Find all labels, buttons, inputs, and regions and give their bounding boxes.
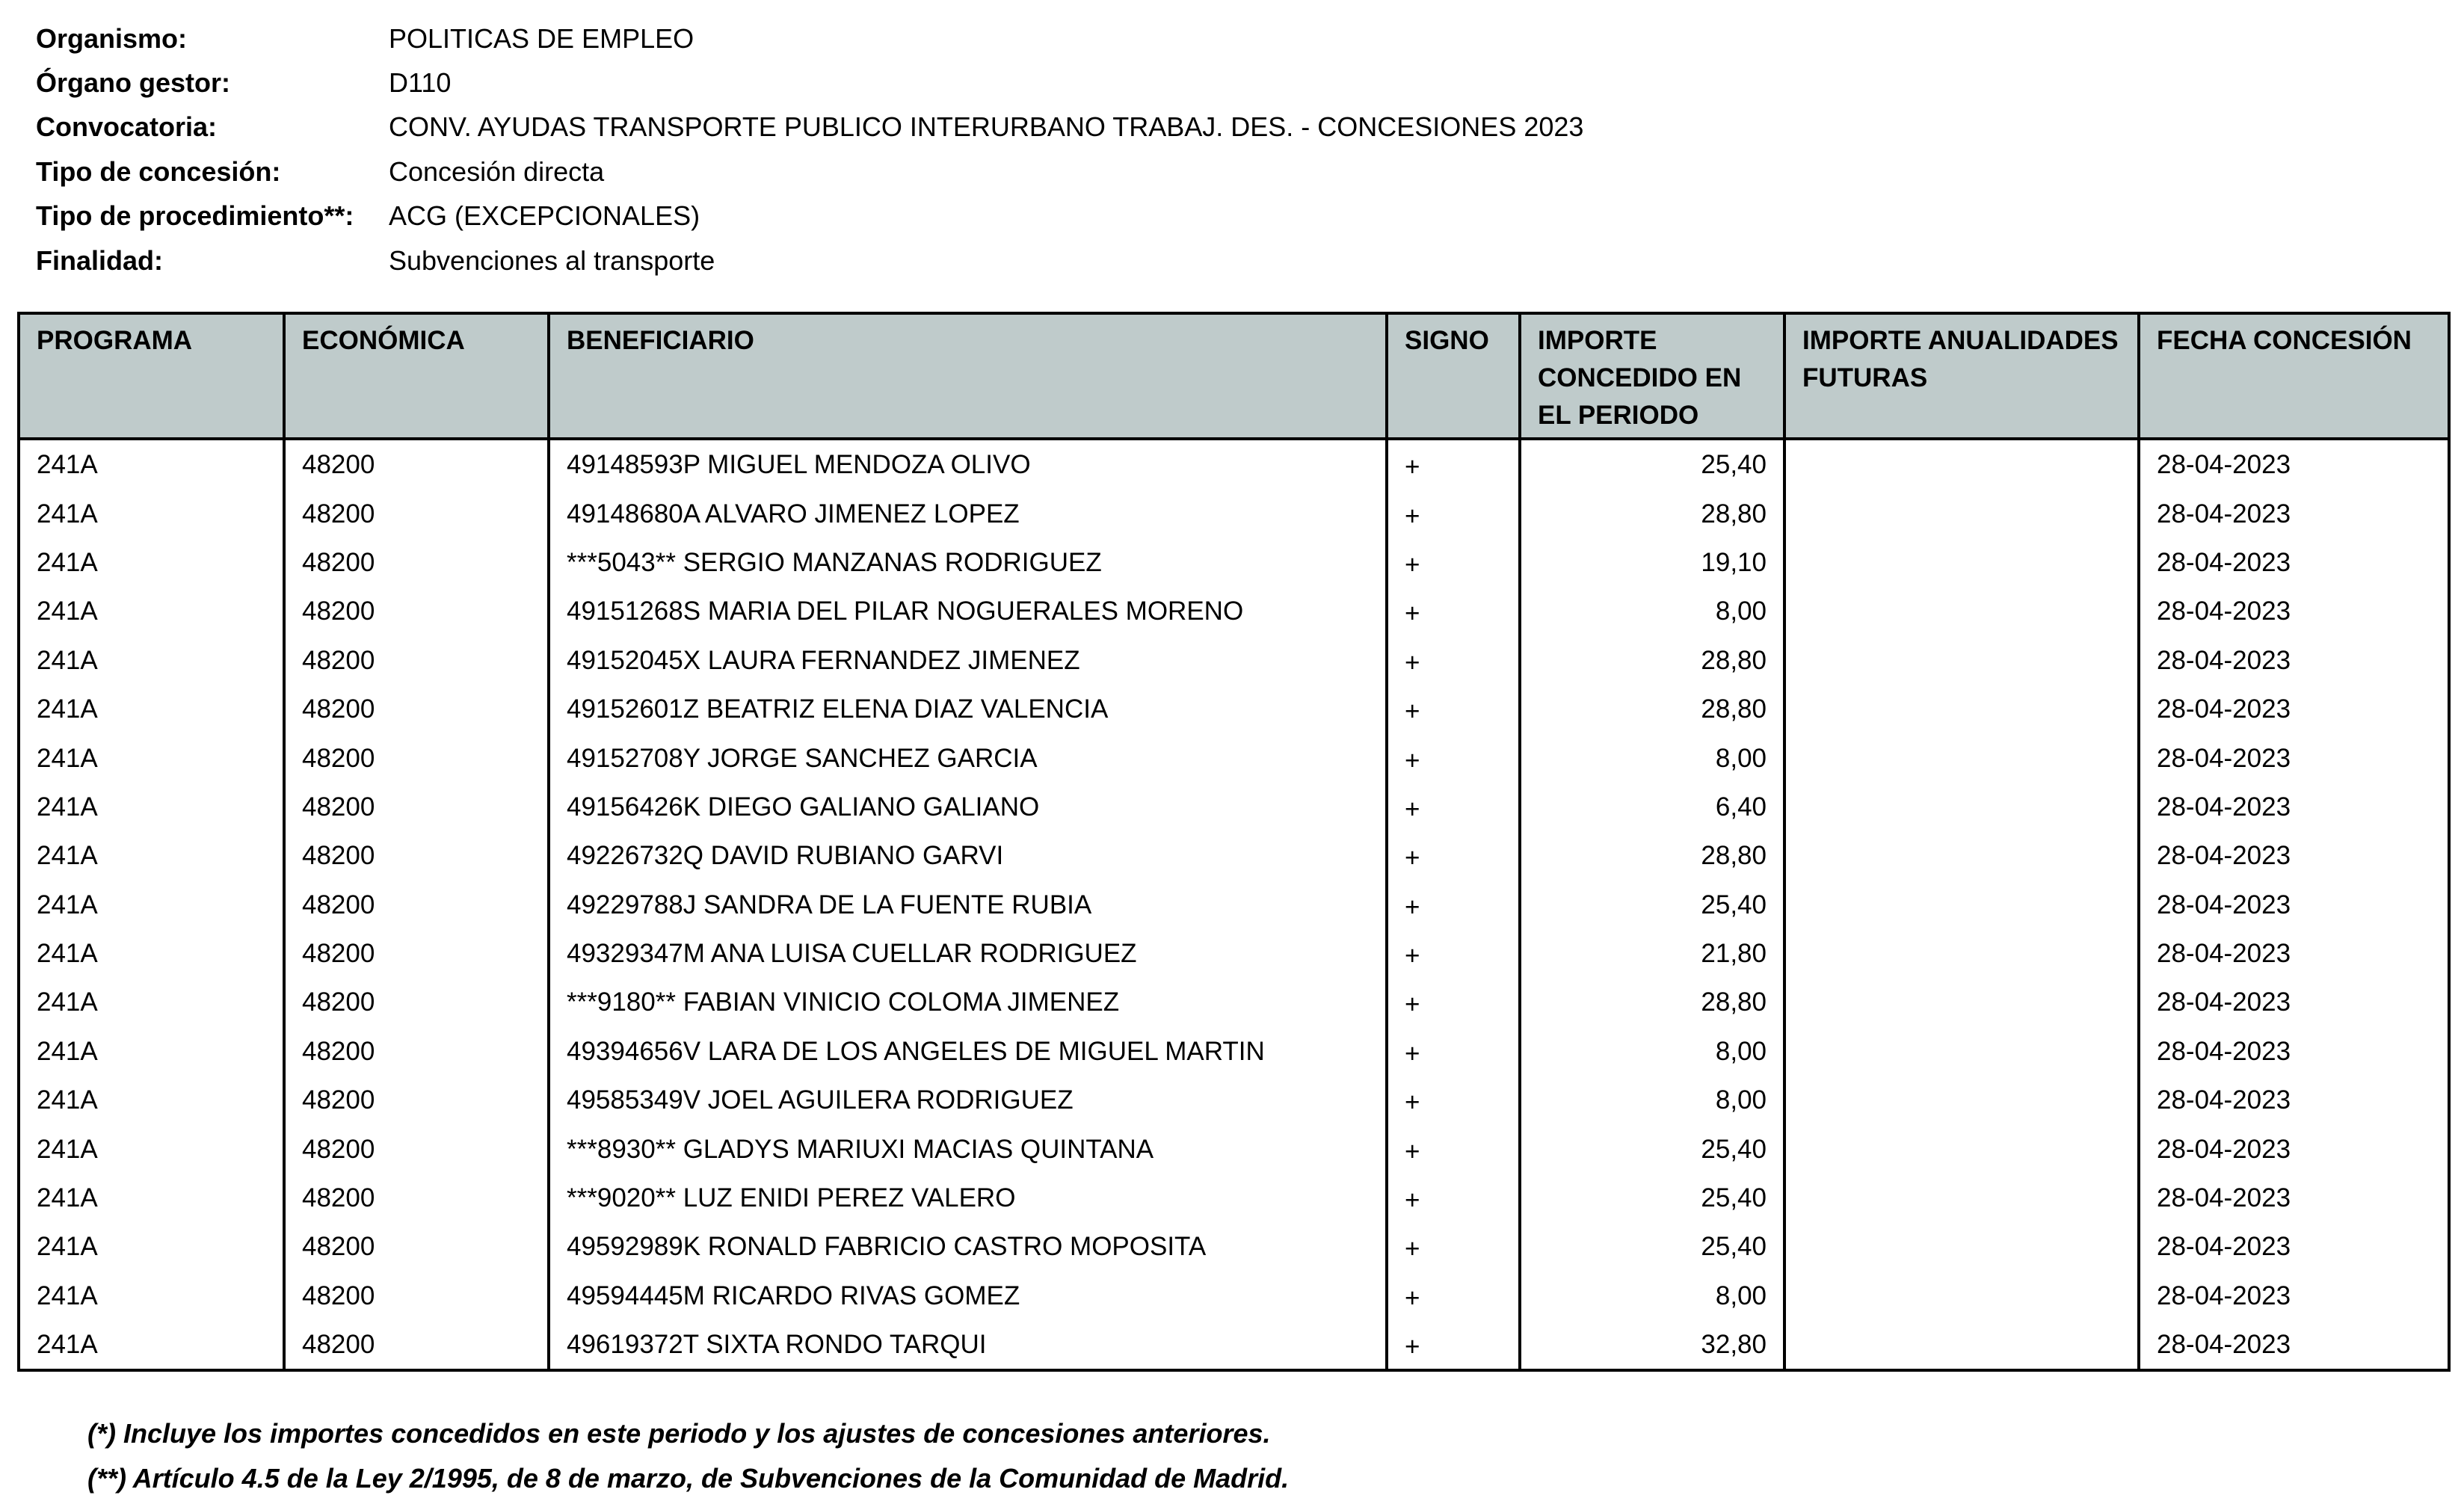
cell-signo: + bbox=[1387, 1124, 1520, 1173]
cell-fecha: 28-04-2023 bbox=[2139, 978, 2449, 1026]
cell-anualidades-futuras bbox=[1784, 929, 2139, 978]
cell-beneficiario: 49151268S MARIA DEL PILAR NOGUERALES MORENO bbox=[549, 587, 1387, 635]
cell-anualidades-futuras bbox=[1784, 1027, 2139, 1076]
table-row bbox=[19, 489, 2449, 537]
cell-programa: 241A bbox=[19, 733, 284, 782]
cell-beneficiario: 49394656V LARA DE LOS ANGELES DE MIGUEL MARTIN bbox=[549, 1027, 1387, 1076]
cell-signo: + bbox=[1387, 881, 1520, 929]
cell-signo: + bbox=[1387, 1272, 1520, 1320]
empty-cell bbox=[19, 1369, 284, 1370]
table-row bbox=[19, 881, 2449, 929]
cell-programa: 241A bbox=[19, 783, 284, 831]
cell-anualidades-futuras bbox=[1784, 538, 2139, 587]
cell-anualidades-futuras bbox=[1784, 831, 2139, 880]
cell-beneficiario: 49585349V JOEL AGUILERA RODRIGUEZ bbox=[549, 1076, 1387, 1124]
cell-beneficiario: 49592989K RONALD FABRICIO CASTRO MOPOSITA bbox=[549, 1222, 1387, 1271]
cell-beneficiario: ***9180** FABIAN VINICIO COLOMA JIMENEZ bbox=[549, 978, 1387, 1026]
header-label: Órgano gestor: bbox=[36, 67, 231, 99]
cell-importe: 32,80 bbox=[1520, 1320, 1784, 1369]
cell-fecha: 28-04-2023 bbox=[2139, 587, 2449, 635]
table-row bbox=[19, 929, 2449, 978]
table-row bbox=[19, 1027, 2449, 1076]
header-row-tipo-concesion bbox=[36, 150, 2279, 194]
cell-economica: 48200 bbox=[284, 1320, 549, 1369]
cell-signo: + bbox=[1387, 636, 1520, 685]
cell-economica: 48200 bbox=[284, 1174, 549, 1222]
table-row bbox=[19, 1076, 2449, 1124]
cell-signo: + bbox=[1387, 1076, 1520, 1124]
cell-importe: 28,80 bbox=[1520, 685, 1784, 733]
cell-fecha: 28-04-2023 bbox=[2139, 1124, 2449, 1173]
cell-fecha: 28-04-2023 bbox=[2139, 783, 2449, 831]
cell-economica: 48200 bbox=[284, 1076, 549, 1124]
header-label: Finalidad: bbox=[36, 244, 163, 276]
empty-cell bbox=[1387, 1369, 1520, 1370]
cell-economica: 48200 bbox=[284, 831, 549, 880]
cell-anualidades-futuras bbox=[1784, 1272, 2139, 1320]
document-header bbox=[36, 16, 2279, 283]
cell-beneficiario: 49148680A ALVARO JIMENEZ LOPEZ bbox=[549, 489, 1387, 537]
cell-fecha: 28-04-2023 bbox=[2139, 733, 2449, 782]
cell-beneficiario: 49152045X LAURA FERNANDEZ JIMENEZ bbox=[549, 636, 1387, 685]
footnote: (**) Artículo 4.5 de la Ley 2/1995, de 8 de marzo, de Subvenciones de la Comunidad de Madrid. bbox=[87, 1463, 1290, 1494]
cell-anualidades-futuras bbox=[1784, 685, 2139, 733]
cell-fecha: 28-04-2023 bbox=[2139, 1174, 2449, 1222]
cell-economica: 48200 bbox=[284, 1027, 549, 1076]
cell-beneficiario: 49148593P MIGUEL MENDOZA OLIVO bbox=[549, 439, 1387, 489]
table-row bbox=[19, 1174, 2449, 1222]
cell-economica: 48200 bbox=[284, 538, 549, 587]
cell-fecha: 28-04-2023 bbox=[2139, 831, 2449, 880]
cell-signo: + bbox=[1387, 1320, 1520, 1369]
cell-beneficiario: 49152601Z BEATRIZ ELENA DIAZ VALENCIA bbox=[549, 685, 1387, 733]
cell-beneficiario: ***5043** SERGIO MANZANAS RODRIGUEZ bbox=[549, 538, 1387, 587]
cell-economica: 48200 bbox=[284, 1272, 549, 1320]
cell-programa: 241A bbox=[19, 881, 284, 929]
cell-beneficiario: 49594445M RICARDO RIVAS GOMEZ bbox=[549, 1272, 1387, 1320]
cell-programa: 241A bbox=[19, 1272, 284, 1320]
cell-signo: + bbox=[1387, 733, 1520, 782]
header-label: Tipo de procedimiento**: bbox=[36, 200, 354, 232]
cell-economica: 48200 bbox=[284, 733, 549, 782]
cell-programa: 241A bbox=[19, 1320, 284, 1369]
column-header-programa: PROGRAMA bbox=[19, 313, 284, 439]
cell-anualidades-futuras bbox=[1784, 1174, 2139, 1222]
table-body bbox=[19, 439, 2449, 1370]
table-row bbox=[19, 978, 2449, 1026]
cell-signo: + bbox=[1387, 1222, 1520, 1271]
column-header-importe-anualidades: IMPORTE ANUALIDADES FUTURAS bbox=[1784, 313, 2139, 439]
empty-cell bbox=[284, 1369, 549, 1370]
table-row bbox=[19, 636, 2449, 685]
cell-beneficiario: 49229788J SANDRA DE LA FUENTE RUBIA bbox=[549, 881, 1387, 929]
header-value: Subvenciones al transporte bbox=[389, 244, 715, 276]
grants-table bbox=[17, 312, 2451, 1372]
cell-economica: 48200 bbox=[284, 1222, 549, 1271]
cell-signo: + bbox=[1387, 685, 1520, 733]
cell-importe: 25,40 bbox=[1520, 1222, 1784, 1271]
cell-anualidades-futuras bbox=[1784, 489, 2139, 537]
cell-beneficiario: 49156426K DIEGO GALIANO GALIANO bbox=[549, 783, 1387, 831]
cell-fecha: 28-04-2023 bbox=[2139, 1320, 2449, 1369]
table-row bbox=[19, 685, 2449, 733]
cell-fecha: 28-04-2023 bbox=[2139, 1222, 2449, 1271]
cell-signo: + bbox=[1387, 929, 1520, 978]
cell-importe: 21,80 bbox=[1520, 929, 1784, 978]
cell-programa: 241A bbox=[19, 538, 284, 587]
cell-economica: 48200 bbox=[284, 783, 549, 831]
cell-fecha: 28-04-2023 bbox=[2139, 929, 2449, 978]
column-header-fecha-concesion: FECHA CONCESIÓN bbox=[2139, 313, 2449, 439]
cell-signo: + bbox=[1387, 587, 1520, 635]
header-row-convocatoria bbox=[36, 105, 2279, 150]
cell-importe: 6,40 bbox=[1520, 783, 1784, 831]
cell-fecha: 28-04-2023 bbox=[2139, 636, 2449, 685]
cell-programa: 241A bbox=[19, 439, 284, 489]
table-row bbox=[19, 1124, 2449, 1173]
cell-importe: 25,40 bbox=[1520, 881, 1784, 929]
table-row bbox=[19, 1222, 2449, 1271]
empty-cell bbox=[1520, 1369, 1784, 1370]
empty-cell bbox=[549, 1369, 1387, 1370]
cell-signo: + bbox=[1387, 1027, 1520, 1076]
footnote: (*) Incluye los importes concedidos en este periodo y los ajustes de concesiones anteriores. bbox=[87, 1418, 1271, 1449]
cell-importe: 8,00 bbox=[1520, 1272, 1784, 1320]
cell-anualidades-futuras bbox=[1784, 439, 2139, 489]
cell-programa: 241A bbox=[19, 489, 284, 537]
cell-anualidades-futuras bbox=[1784, 978, 2139, 1026]
table-row bbox=[19, 783, 2449, 831]
table-row bbox=[19, 1272, 2449, 1320]
cell-programa: 241A bbox=[19, 929, 284, 978]
cell-anualidades-futuras bbox=[1784, 587, 2139, 635]
cell-programa: 241A bbox=[19, 831, 284, 880]
cell-fecha: 28-04-2023 bbox=[2139, 1076, 2449, 1124]
cell-anualidades-futuras bbox=[1784, 1124, 2139, 1173]
column-header-beneficiario: BENEFICIARIO bbox=[549, 313, 1387, 439]
cell-signo: + bbox=[1387, 538, 1520, 587]
cell-signo: + bbox=[1387, 783, 1520, 831]
cell-fecha: 28-04-2023 bbox=[2139, 439, 2449, 489]
footnotes bbox=[87, 1411, 1289, 1501]
header-row-organo-gestor bbox=[36, 61, 2279, 105]
empty-cell bbox=[2139, 1369, 2449, 1370]
cell-programa: 241A bbox=[19, 1076, 284, 1124]
cell-economica: 48200 bbox=[284, 439, 549, 489]
cell-signo: + bbox=[1387, 831, 1520, 880]
cell-economica: 48200 bbox=[284, 636, 549, 685]
cell-fecha: 28-04-2023 bbox=[2139, 1027, 2449, 1076]
column-header-economica: ECONÓMICA bbox=[284, 313, 549, 439]
cell-signo: + bbox=[1387, 978, 1520, 1026]
cell-importe: 8,00 bbox=[1520, 733, 1784, 782]
cell-fecha: 28-04-2023 bbox=[2139, 538, 2449, 587]
cell-fecha: 28-04-2023 bbox=[2139, 489, 2449, 537]
cell-importe: 8,00 bbox=[1520, 1027, 1784, 1076]
cell-importe: 25,40 bbox=[1520, 1174, 1784, 1222]
cell-importe: 28,80 bbox=[1520, 489, 1784, 537]
header-value: ACG (EXCEPCIONALES) bbox=[389, 200, 700, 232]
cell-programa: 241A bbox=[19, 978, 284, 1026]
cell-programa: 241A bbox=[19, 587, 284, 635]
cell-importe: 19,10 bbox=[1520, 538, 1784, 587]
table-row bbox=[19, 587, 2449, 635]
table-row bbox=[19, 733, 2449, 782]
cell-programa: 241A bbox=[19, 1027, 284, 1076]
cell-anualidades-futuras bbox=[1784, 1076, 2139, 1124]
header-row-organismo bbox=[36, 16, 2279, 61]
cell-economica: 48200 bbox=[284, 881, 549, 929]
header-label: Organismo: bbox=[36, 22, 188, 54]
cell-economica: 48200 bbox=[284, 587, 549, 635]
cell-anualidades-futuras bbox=[1784, 783, 2139, 831]
header-value: Concesión directa bbox=[389, 155, 605, 187]
header-row-finalidad bbox=[36, 238, 2279, 283]
cell-importe: 25,40 bbox=[1520, 439, 1784, 489]
cell-importe: 28,80 bbox=[1520, 978, 1784, 1026]
cell-importe: 8,00 bbox=[1520, 587, 1784, 635]
cell-economica: 48200 bbox=[284, 489, 549, 537]
cell-anualidades-futuras bbox=[1784, 1222, 2139, 1271]
cell-fecha: 28-04-2023 bbox=[2139, 1272, 2449, 1320]
cell-signo: + bbox=[1387, 1174, 1520, 1222]
cell-signo: + bbox=[1387, 439, 1520, 489]
header-label: Convocatoria: bbox=[36, 111, 218, 143]
empty-cell bbox=[1784, 1369, 2139, 1370]
table-row bbox=[19, 831, 2449, 880]
column-header-signo: SIGNO bbox=[1387, 313, 1520, 439]
table-header bbox=[19, 313, 2449, 439]
cell-beneficiario: 49226732Q DAVID RUBIANO GARVI bbox=[549, 831, 1387, 880]
cell-economica: 48200 bbox=[284, 978, 549, 1026]
cell-programa: 241A bbox=[19, 1124, 284, 1173]
cell-signo: + bbox=[1387, 489, 1520, 537]
cell-programa: 241A bbox=[19, 685, 284, 733]
cell-importe: 8,00 bbox=[1520, 1076, 1784, 1124]
header-value: CONV. AYUDAS TRANSPORTE PUBLICO INTERURBANO TRABAJ. DES. - CONCESIONES 2023 bbox=[389, 111, 1584, 143]
cell-economica: 48200 bbox=[284, 1124, 549, 1173]
cell-importe: 28,80 bbox=[1520, 831, 1784, 880]
table-row bbox=[19, 1320, 2449, 1369]
cell-programa: 241A bbox=[19, 636, 284, 685]
column-header-importe-concedido: IMPORTE CONCEDIDO EN EL PERIODO bbox=[1520, 313, 1784, 439]
header-row-tipo-procedimiento bbox=[36, 194, 2279, 238]
header-label: Tipo de concesión: bbox=[36, 155, 281, 187]
cell-importe: 25,40 bbox=[1520, 1124, 1784, 1173]
header-value: POLITICAS DE EMPLEO bbox=[389, 22, 694, 54]
cell-beneficiario: ***8930** GLADYS MARIUXI MACIAS QUINTANA bbox=[549, 1124, 1387, 1173]
cell-fecha: 28-04-2023 bbox=[2139, 881, 2449, 929]
table-filler-row bbox=[19, 1369, 2449, 1370]
cell-importe: 28,80 bbox=[1520, 636, 1784, 685]
table-row bbox=[19, 439, 2449, 489]
cell-anualidades-futuras bbox=[1784, 636, 2139, 685]
table-header-row bbox=[19, 313, 2449, 439]
cell-beneficiario: 49329347M ANA LUISA CUELLAR RODRIGUEZ bbox=[549, 929, 1387, 978]
cell-economica: 48200 bbox=[284, 929, 549, 978]
cell-beneficiario: 49619372T SIXTA RONDO TARQUI bbox=[549, 1320, 1387, 1369]
cell-anualidades-futuras bbox=[1784, 1320, 2139, 1369]
cell-anualidades-futuras bbox=[1784, 733, 2139, 782]
cell-programa: 241A bbox=[19, 1222, 284, 1271]
cell-economica: 48200 bbox=[284, 685, 549, 733]
cell-beneficiario: 49152708Y JORGE SANCHEZ GARCIA bbox=[549, 733, 1387, 782]
cell-programa: 241A bbox=[19, 1174, 284, 1222]
header-value: D110 bbox=[389, 67, 452, 99]
cell-anualidades-futuras bbox=[1784, 881, 2139, 929]
cell-fecha: 28-04-2023 bbox=[2139, 685, 2449, 733]
table-row bbox=[19, 538, 2449, 587]
cell-beneficiario: ***9020** LUZ ENIDI PEREZ VALERO bbox=[549, 1174, 1387, 1222]
